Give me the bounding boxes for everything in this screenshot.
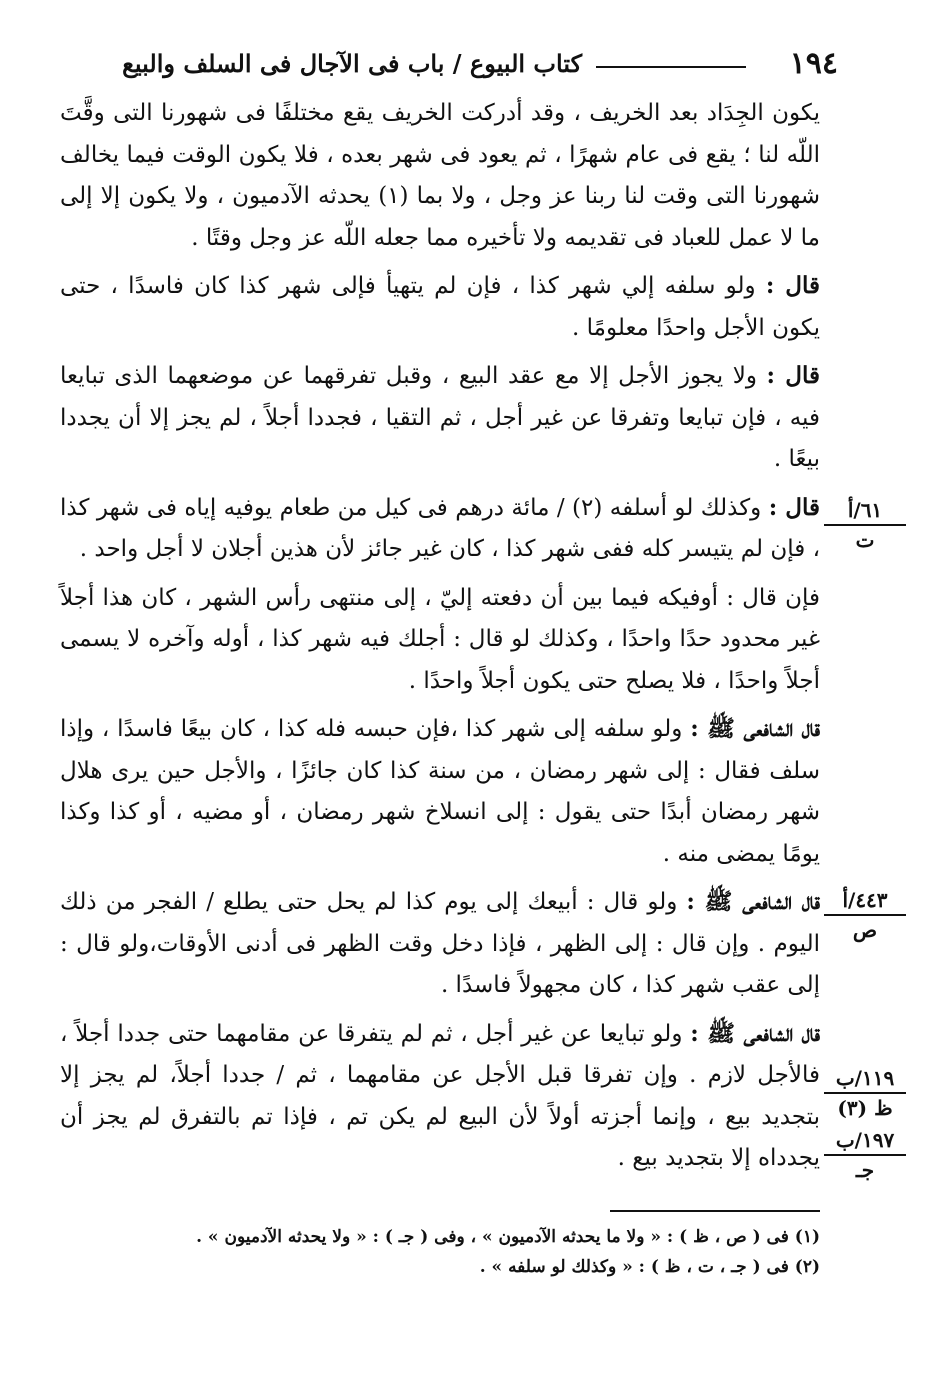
paragraph — [60, 487, 820, 571]
margin-ref-rule — [824, 524, 906, 526]
main-text — [60, 92, 820, 1186]
paragraph — [60, 355, 820, 481]
paragraph — [60, 92, 820, 259]
paragraph-lead: قال : — [768, 493, 821, 521]
paragraph — [60, 577, 820, 703]
margin-ref-folio: ١٩٧/ب — [835, 1128, 895, 1152]
margin-ref-rule — [824, 1154, 906, 1156]
paragraph-text: فإن قال : أوفيكه فيما بين أن دفعته إليّ ، إلى منتهى رأس الشهر ، كان هذا أجلاً غير محدود حدًا واحدًا ، وكذلك لو قال : أجلك فيه شهر كذا ، أوله وآخره لا يسمى أجلاً واحدًا ، فلا يصلح حتى يكون أجلاً واحدًا . — [60, 584, 820, 694]
margin-ref-folio: ١١٩/ب — [835, 1066, 895, 1090]
footnote-rule — [610, 1210, 820, 1212]
paragraph-text: ولا يجوز الأجل إلا مع عقد البيع ، وقبل تفرقهما عن موضعهما الذى تبايعا فيه ، فإن تبايعا وتفرقا عن غير أجل ، ثم التقيا ، فجددا أجلاً ، لم يجز إلا أن يجددا بيعًا . — [60, 363, 820, 472]
margin-ref-rule — [824, 1092, 906, 1094]
margin-ref-siglum: جـ — [855, 1158, 875, 1182]
paragraph — [60, 265, 820, 349]
paragraph — [60, 881, 820, 1007]
margin-reference — [820, 1128, 910, 1182]
chapter-title: كتاب البيوع / باب فى الآجال فى السلف والبيع — [122, 49, 582, 78]
margin-reference — [820, 498, 910, 552]
page-number: ١٩٤ — [789, 46, 838, 81]
margin-reference — [820, 888, 910, 942]
paragraph-lead: قال الشافعى ﷺ : — [690, 715, 820, 742]
paragraph-lead: قال الشافعى ﷺ : — [690, 1019, 821, 1047]
margin-ref-folio: ٤٤٣/أ — [842, 888, 888, 912]
paragraph — [60, 1013, 820, 1180]
paragraph-lead: قال : — [766, 362, 820, 389]
paragraph-text: ولو سلفه إلى شهر كذا ،فإن حبسه فله كذا ، كان بيعًا فاسدًا ، وإذا سلف فقال : إلى شهر رمضان ، من سنة كذا كان جائزًا ، والأجل حين يرى هلال شهر رمضان أبدًا حتى يقول : إلى انسلاخ شهر رمضان ، أو مضيه ، أو كذا وكذا يومًا يمضى منه . — [60, 716, 820, 867]
paragraph-text: وكذلك لو أسلفه (٢) / مائة درهم فى كيل من طعام يوفيه إياه فى شهر كذا ، فإن لم يتيسر كله ففى شهر كذا ، كان غير جائز لأن هذين أجلان لا أجل واحد . — [60, 494, 820, 562]
margin-reference — [820, 1066, 910, 1120]
footnotes — [150, 1222, 820, 1282]
margin-ref-siglum: ص — [852, 918, 878, 942]
paragraph — [60, 708, 820, 875]
paragraph-text: ولو تبايعا عن غير أجل ، ثم لم يتفرقا عن مقامهما حتى جددا أجلاً ، فالأجل لازم . وإن تفرقا قبل الأجل عن مقامهما ، ثم / جددا أجلاً، لم يجز إلا بتجديد بيع ، وإنما أجزته أولاً لأن البيع لم يكن تم ، فإذا تم بالتفرق لم يجز أن يجدداه إلا بتجديد بيع . — [60, 1020, 820, 1171]
margin-ref-folio: ٦١/أ — [847, 498, 883, 522]
paragraph-text: ولو قال : أبيعك إلى يوم كذا لم يحل حتى يطلع / الفجر من ذلك اليوم . وإن قال : إلى الظهر ، فإذا دخل وقت الظهر فى أدنى الأوقات،ولو قال : إلى عقب شهر كذا ، كان مجهولاً فاسدًا . — [60, 889, 820, 998]
margin-ref-siglum: ظ (٣) — [837, 1096, 893, 1120]
footnote: (٢) فى ( جـ ، ت ، ظ ) : « وكذلك لو سلفه » . — [479, 1257, 820, 1277]
paragraph-text: يكون الجِدَاد بعد الخريف ، وقد أدركت الخريف يقع مختلفًا فى شهورنا التى وقَّتَ اللّه لنا ؛ يقع فى عام شهرًا ، ثم يعود فى شهر بعده ، فلا يكون الوقت فيما يخالف شهورنا التى وقت لنا ربنا عز وجل ، ولا بما (١) يحدثه الآدميون ، ولا يكون إلا إلى ما لا عمل للعباد فى تقديمه ولا تأخيره مما جعله اللّه عز وجل وقتًا . — [60, 100, 820, 251]
paragraph-lead: قال الشافعى ﷺ : — [686, 888, 821, 915]
paragraph-lead: قال : — [765, 272, 820, 299]
margin-ref-rule — [824, 914, 906, 916]
running-header — [58, 38, 838, 90]
margin-ref-siglum: ت — [855, 528, 875, 552]
footnote: (١) فى ( ص ، ظ ) : « ولا ما يحدثه الآدميون » ، وفى ( جـ ) : « ولا يحدثه الآدميون » . — [196, 1227, 820, 1247]
header-rule — [596, 66, 746, 68]
paragraph-text: ولو سلفه إلي شهر كذا ، فإن لم يتهيأ فإلى شهر كذا كان فاسدًا ، حتى يكون الأجل واحدًا معلومًا . — [60, 273, 820, 341]
